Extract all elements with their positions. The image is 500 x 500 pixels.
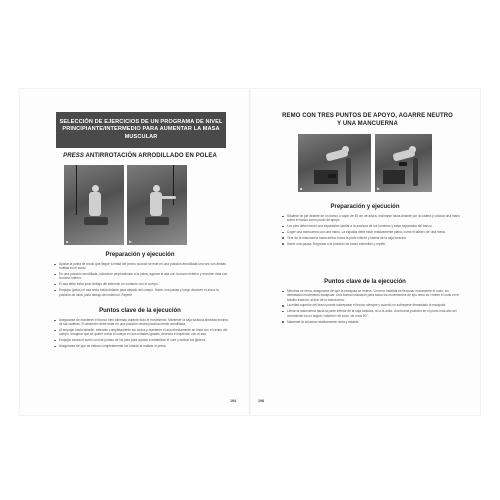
left-exercise-title — [40, 153, 240, 159]
left-page — [20, 89, 250, 415]
right-section1-title: Preparación y ejecución — [330, 204, 400, 210]
list-item: Al empujar hacia delante, extender completamente los codos y mantener el asa directamente en línea con el centro del cuerpo. Imaginar que se quiere cortar el cuerpo en dos mitades iguales, derecha e izquierda, con el asa. — [54, 328, 230, 337]
list-item: Hacer una pausa. Regresar a la posición de brazo extendido y repetir. — [282, 242, 460, 246]
list-item: Mantener la columna relativamente recta y estable. — [282, 320, 460, 324]
list-item: Asegurarse de mantener el tronco bien alineado durante todo el movimiento. Mantener la caja torácica alineada encima de las caderas. El abdomen debe estar en una posición neutra plancha medio arrodillada. — [54, 318, 230, 327]
list-item: Empujar (press) el asa recta hacia delante para alejarlo del cuerpo. Hacer una pausa y luego devolver el asa a la posición de inicio justo debajo del esternón. Repetir. — [54, 288, 230, 297]
right-section2-title: Puntos clave de la ejecución — [324, 279, 406, 285]
exercise-photo-b — [375, 134, 432, 192]
list-item: Coger una mancuerna con una mano. La espalda debe estar relativamente plana, como el tablero de una mesa. — [282, 230, 460, 234]
right-section2-list — [282, 289, 460, 325]
list-item: Ajustar la polea de modo que llegue a mitad del pecho cuando se esté en una posición arrodillada una vez con ambas rodillas en el suelo. — [54, 262, 230, 271]
list-item: El asa debe estar justo debajo del esternón en contacto con el cuerpo. — [54, 282, 230, 286]
list-item: Empujar contra el suelo con las puntas de los pies para ayudar a estabilizar el core y activar los glúteos. — [54, 338, 230, 342]
left-exercise-title-rest: ANTIRROTACIÓN ARRODILLADO EN POLEA — [83, 153, 217, 159]
list-item: Asegurarse de que se estiran completamente los brazos al realizar el press. — [54, 344, 230, 348]
page-number-left: 194 — [230, 399, 236, 403]
photo-label-b: b — [377, 186, 380, 191]
right-exercise-title: REMO CON TRES PUNTOS DE APOYO, AGARRE NEUTRO Y UNA MANCUERNA — [282, 113, 453, 127]
exercise-photo-b — [127, 165, 187, 245]
list-item: En una posición arrodillada, colocarse perpendicular a la polea, agarrar el asa con la mano exterior y envolver ésta con la mano interior. — [54, 272, 230, 281]
left-section1-title: Preparación y ejecución — [105, 252, 175, 258]
left-section2-title: Puntos clave de la ejecución — [99, 308, 181, 314]
list-item: Mientras se rema, asegurarse de que la escápula se mueve. Un error habitual es flexionar únicamente el codo, sin demasiado movimiento escapular. Una buena indicación para todos los movimientos de tipo remo es «meter el codo en el bolsillo trasero» al tirar de la mancuerna. — [282, 289, 460, 302]
photo-label-b: b — [129, 239, 132, 244]
right-page — [250, 89, 480, 415]
list-item: La mitad superior del brazo puede sobrepasar el tronco siempre y cuando no sobrepase demasiado la escápula. — [282, 303, 460, 307]
page-number-right: 198 — [258, 399, 264, 403]
list-item: Tirar de la mancuerna hacia arriba, hacia la parte inferior y lateral de la caja torácica. — [282, 236, 460, 240]
left-section2-list — [54, 318, 230, 350]
photo-label-a: a — [66, 239, 69, 244]
left-exercise-title-italic: PRESS — [63, 153, 84, 159]
exercise-photo-a — [64, 165, 124, 245]
program-banner: SELECCIÓN DE EJERCICIOS DE UN PROGRAMA DE NIVEL PRINCIPIANTE/INTERMEDIO PARA AUMENTAR LA MASA MUSCULAR — [56, 112, 226, 148]
left-section1-list — [54, 262, 230, 298]
book-spread — [20, 89, 480, 415]
list-item: Llevar la mancuerna hacia la parte inferior de la caja torácica, no a la axila. Una buena posición en el punto más alto del movimiento es un ángulo «abierto» de codo, de unos 90°. — [282, 309, 460, 318]
photo-label-a: a — [300, 186, 303, 191]
right-section1-list — [282, 214, 460, 248]
exercise-photo-a — [298, 134, 371, 192]
list-item: Los pies deben tener una separación similar a la anchura de los hombros y estar separados del banco. — [282, 224, 460, 228]
list-item: Situarse de pie delante de un banco o cajón de 45 cm de altura. Inclinarse hacia delante por la cadera y colocar una mano sobre el banco como punto de apoyo. — [282, 214, 460, 223]
